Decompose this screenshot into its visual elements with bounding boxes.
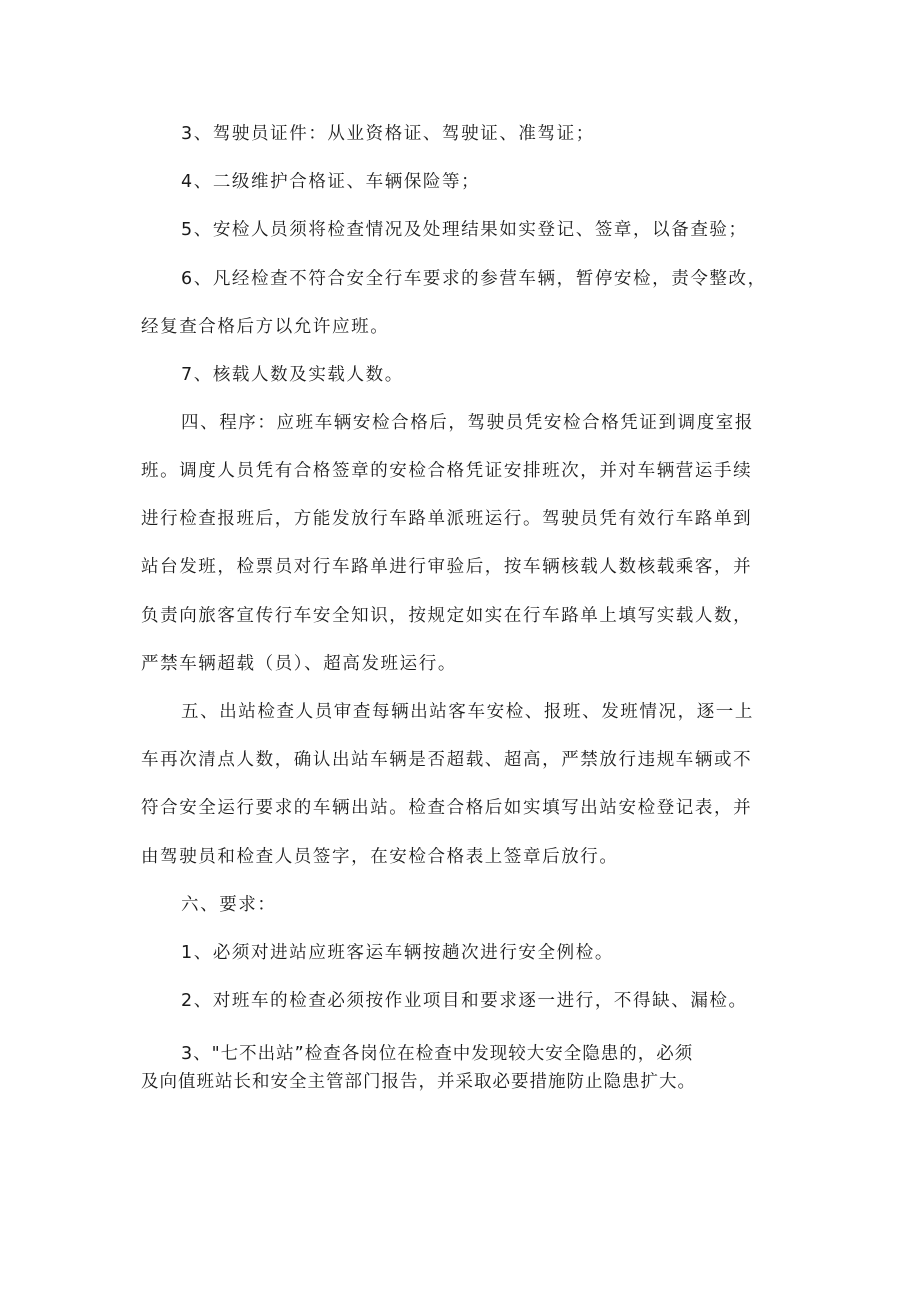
paragraph-line: 4、二级维护合格证、车辆保险等；: [181, 172, 481, 192]
paragraph-line: 六、要求：: [181, 895, 277, 915]
paragraph-line: 7、核载人数及实载人数。: [181, 365, 404, 385]
paragraph-line: 车再次清点人数，确认出站车辆是否超载、超高，严禁放行违规车辆或不: [141, 750, 753, 770]
paragraph-line: 负责向旅客宣传行车安全知识，按规定如实在行车路单上填写实载人数，: [141, 606, 753, 626]
paragraph-line: 站台发班，检票员对行车路单进行审验后，按车辆核载人数核载乘客，并: [141, 557, 753, 577]
paragraph-line: 由驾驶员和检查人员签字，在安检合格表上签章后放行。: [141, 847, 619, 867]
paragraph-line: 符合安全运行要求的车辆出站。检查合格后如实填写出站安检登记表，并: [141, 798, 753, 818]
paragraph-line: 五、出站检查人员审查每辆出站客车安检、报班、发班情况，逐一上: [181, 702, 754, 722]
paragraph-line: 进行检查报班后，方能发放行车路单派班运行。驾驶员凭有效行车路单到: [141, 509, 753, 529]
paragraph-line: 严禁车辆超载（员）、超高发班运行。: [141, 654, 457, 674]
paragraph-line: 班。调度人员凭有合格签章的安检合格凭证安排班次，并对车辆营运手续: [141, 461, 753, 481]
paragraph-line: 1、必须对进站应班客运车辆按趟次进行安全例检。: [181, 943, 614, 963]
paragraph-line: 四、程序：应班车辆安检合格后，驾驶员凭安检合格凭证到调度室报: [181, 413, 754, 433]
paragraph-line: 经复查合格后方以允许应班。: [141, 317, 390, 337]
paragraph-line: 2、对班车的检查必须按作业项目和要求逐一进行，不得缺、漏检。: [181, 991, 748, 1011]
paragraph-line: 3、"七不出站”检查各岗位在检查中发现较大安全隐患的，必须: [181, 1044, 694, 1064]
paragraph-line: 3、驾驶员证件：从业资格证、驾驶证、准驾证；: [181, 124, 595, 144]
paragraph-line: 6、凡经检查不符合安全行车要求的参营车辆，暂停安检，责令整改，: [181, 269, 767, 289]
paragraph-line: 及向值班站长和安全主管部门报告，并采取必要措施防止隐患扩大。: [141, 1072, 696, 1092]
paragraph-line: 5、安检人员须将检查情况及处理结果如实登记、签章，以备查验；: [181, 220, 748, 240]
